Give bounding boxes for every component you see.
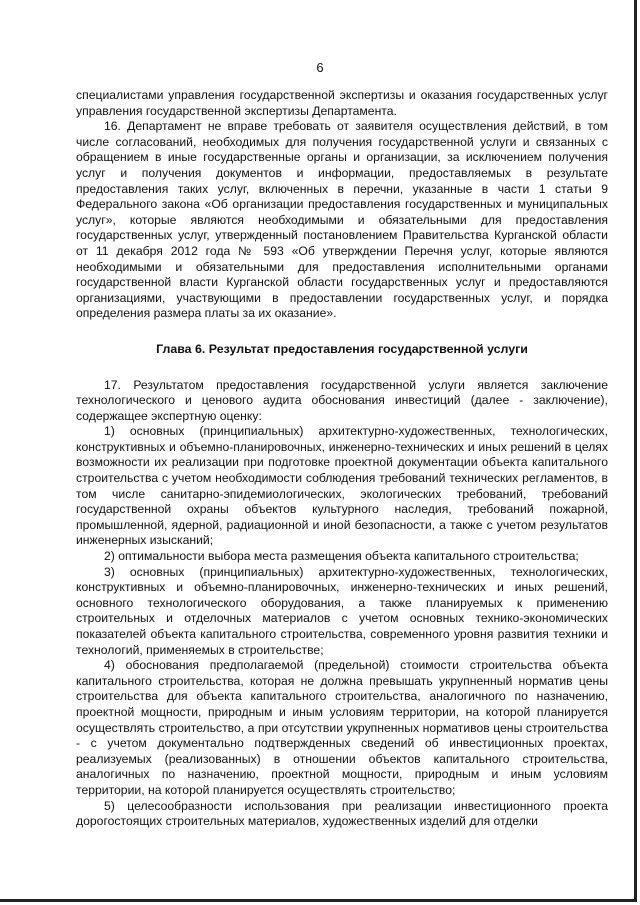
list-item-1: 1) основных (принципиальных) архитектурно-художественных, технологических, конструктивных и объемно-планировочных, инженерно-технических и иных решений в целях возможности их реализации при подготовке проектной документации объекта капитального строительства с учетом необходимости соблюдения требований технических регламентов, в том числе санитарно-эпидемиологических, экологических требований, требований государственной охраны объектов культурного наследия, требований пожарной, промышленной, ядерной, радиационной и иной безопасности, а также с учетом результатов инженерных изысканий; [76, 424, 608, 548]
paragraph: специалистами управления государственной экспертизы и оказания государственных услуг управления государственной экспертизы Департамента. [76, 88, 608, 118]
list-item-3: 3) основных (принципиальных) архитектурно-художественных, технологических, конструктивных и объемно-планировочных, инженерно-технических и иных решений, основного технологического оборудования, а также планируемых к применению строительных и отделочных материалов с учетом основных технико-экономических показателей объекта капитального строительства, современного уровня развития техники и технологий, применяемых в строительстве; [76, 564, 608, 657]
paragraph-17: 17. Результатом предоставления государственной услуги является заключение технологического и ценового аудита обоснования инвестиций (далее - заключение), содержащее экспертную оценку: [76, 377, 608, 423]
list-item-4: 4) обоснования предполагаемой (предельной) стоимости строительства объекта капитального строительства, которая не должна превышать укрупненный норматив цены строительства для объекта капитального строительства, аналогичного по назначению, проектной мощности, природным и иным условиям территории, на которой планируется осуществлять строительство, а при отсутствии укрупненных нормативов цены строительства - с учетом документально подтвержденных сведений об инвестиционных проектах, реализуемых (реализованных) в отношении объектов капитального строительства, аналогичных по назначению, проектной мощности, природным и иным условиям территории, на которой планируется осуществлять строительство; [76, 658, 608, 797]
page-number: 6 [316, 60, 324, 75]
chapter-heading: Глава 6. Результат предоставления государственной услуги [156, 341, 528, 356]
paragraph-16: 16. Департамент не вправе требовать от заявителя осуществления действий, в том числе согласований, необходимых для получения государственной услуги и связанных с обращением в иные государственные органы и организации, за исключением получения услуг и получения документов и информации, предоставляемых в результате предоставления таких услуг, включенных в перечни, указанные в части 1 статьи 9 Федерального закона «Об организации предоставления государственных и муниципальных услуг», которые являются необходимыми и обязательными для предоставления государственных услуг, утвержденный постановлением Правительства Курганской области от 11 декабря 2012 года № 593 «Об утверждении Перечня услуг, которые являются необходимыми и обязательными для предоставления исполнительными органами государственной власти Курганской области государственных услуг и предоставляются организациями, участвующими в предоставлении государственных услуг, и порядка определения размера платы за их оказание». [76, 119, 608, 321]
list-item-5: 5) целесообразности использования при реализации инвестиционного проекта дорогостоящих строительных материалов, художественных изделий для отделки [76, 798, 608, 829]
list-item-2: 2) оптимальности выбора места размещения объекта капитального строительства; [104, 549, 579, 564]
document-body [76, 88, 608, 830]
